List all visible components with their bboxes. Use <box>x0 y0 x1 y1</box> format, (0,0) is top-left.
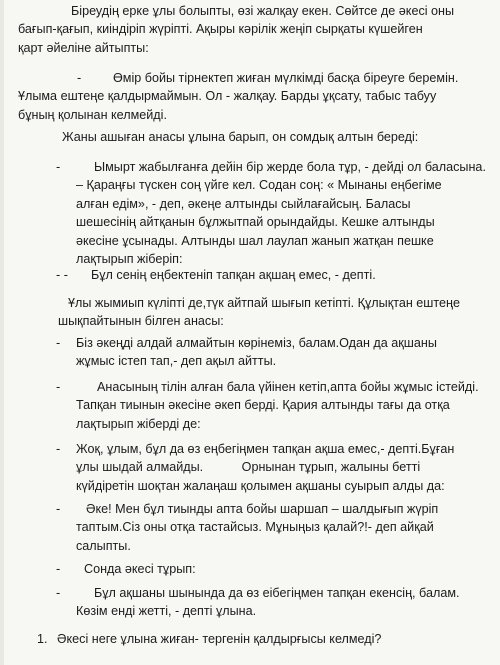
text-line: Анасының тілін алған бала үйінен кетіп,апта бойы жұмыс істейді. <box>97 380 479 394</box>
paragraph-son-works <box>18 378 479 433</box>
text-line: шешесінің айтқанын бұлжытпай орындайды. Кешке алтынды <box>76 215 435 230</box>
dialogue-dash: - - <box>56 268 68 282</box>
paragraph-father-reply <box>18 266 376 284</box>
text-line: шықпайтынын білген анасы: <box>58 314 224 329</box>
text-line: – Қараңғы түскен соң үйге кел. Содан соң: « Мынаны еңбегіме <box>76 178 442 193</box>
text-line: таптым.Сіз оны отқа тастайсыз. Мұныңыз қалай?!- деп айқай <box>76 520 434 535</box>
dialogue-dash: - <box>56 562 61 576</box>
paragraph-mother-advice <box>18 158 486 268</box>
text-line: бұның қолынан келмейді. <box>18 107 167 122</box>
text-line: қарт әйеліне айтыпты: <box>18 40 149 55</box>
text-line: Біреудің ерке ұлы болыпты, өзі жалқау екен. Сөйтсе де әкесі оны <box>71 4 455 18</box>
text-line: Жаны ашыған анасы ұлына барып, он сомдық алтын береді: <box>62 130 419 144</box>
text-line: күйдіретін шоқтан жалаңаш қолымен ақшаны суырып алды да: <box>76 478 445 493</box>
paragraph-father-final <box>18 584 460 621</box>
question-number: 1. <box>37 632 48 646</box>
text-line: Көзім енді жетті, - депті ұлына. <box>76 604 257 619</box>
text-line: Сонда әкесі тұрып: <box>84 562 196 576</box>
question-text: Әкесі неге ұлына жиған- тергенін қалдырғысы келмеді? <box>57 632 382 646</box>
text-line: Ұлыма ештеңе қалдырмаймын. Ол - жалқау. Барды ұқсату, табыс табуу <box>18 89 437 104</box>
dialogue-dash: - <box>77 71 82 85</box>
text-line: алған едім», - деп, әкеңе алтынды сыйлағайсың. Баласы <box>76 196 411 211</box>
paragraph-son-protest <box>18 500 438 555</box>
text-line: Біз әкеңді алдай алмайтын көрінеміз, балам.Одан да ақшаны <box>76 336 437 350</box>
text-line: Бұл ақшаны шынында да өз еібегіңмен тапқан екенсің, балам. <box>94 586 460 600</box>
dialogue-dash: - <box>56 336 61 350</box>
text-line: Тапқан тиынын әкесіне әкеп берді. Қария алтынды тағы да отқа <box>76 398 450 413</box>
dialogue-dash: - <box>56 442 61 456</box>
text-line: әкесіне ұсынады. Алтынды шал лаулап жанып жатқан пешке <box>76 233 434 248</box>
paragraph-father-stood <box>18 560 196 578</box>
dialogue-dash: - <box>56 160 61 174</box>
dialogue-dash: - <box>56 502 61 516</box>
text-line: лақтырып жіберді де: <box>76 416 201 431</box>
paragraph-father-again <box>18 440 454 495</box>
paragraph-father-speech <box>18 69 458 124</box>
dialogue-dash: - <box>56 380 61 394</box>
text-line: жұмыс істеп тап,- деп ақыл айтты. <box>76 354 277 369</box>
page-edge-shadow <box>0 0 4 665</box>
paragraph-mother-second <box>18 334 437 371</box>
text-line: Әке! Мен бұл тиынды апта бойы шаршап – шалдығып жүріп <box>86 502 439 516</box>
text-line: лақтырып жіберіп: <box>76 252 183 267</box>
text-line: Бұл сенің еңбектеніп тапқан ақшаң емес, - депті. <box>91 268 376 282</box>
text-line: Ұлы жымиып күліпті де,түк айтпай шығып кетіпті. Құлықтан ештеңе <box>68 296 460 310</box>
text-line: бағып-қағып, киіндіріп жүріпті. Ақыры кәрілік жеңіп сырқаты күшейген <box>18 22 423 37</box>
text-line: ұлы шыдай алмайды. Орнынан тұрып, жалыны бетті <box>76 460 421 475</box>
text-line: Ымырт жабылғанға дейін бір жерде бола тұр, - дейді ол баласына. <box>94 160 486 174</box>
text-line: Жоқ, ұлым, бұл да өз еңбегіңмен тапқан ақша емес,- депті.Бұған <box>76 442 455 456</box>
text-line: Өмір бойы тірнектеп жиған мүлкімді басқа біреуге беремін. <box>113 71 459 85</box>
dialogue-dash: - <box>56 586 61 600</box>
text-line: салыпты. <box>76 538 131 553</box>
paragraph-mother <box>18 128 418 146</box>
paragraph-son-leaves <box>18 294 460 331</box>
paragraph-intro <box>18 2 454 57</box>
question-item <box>37 630 381 648</box>
